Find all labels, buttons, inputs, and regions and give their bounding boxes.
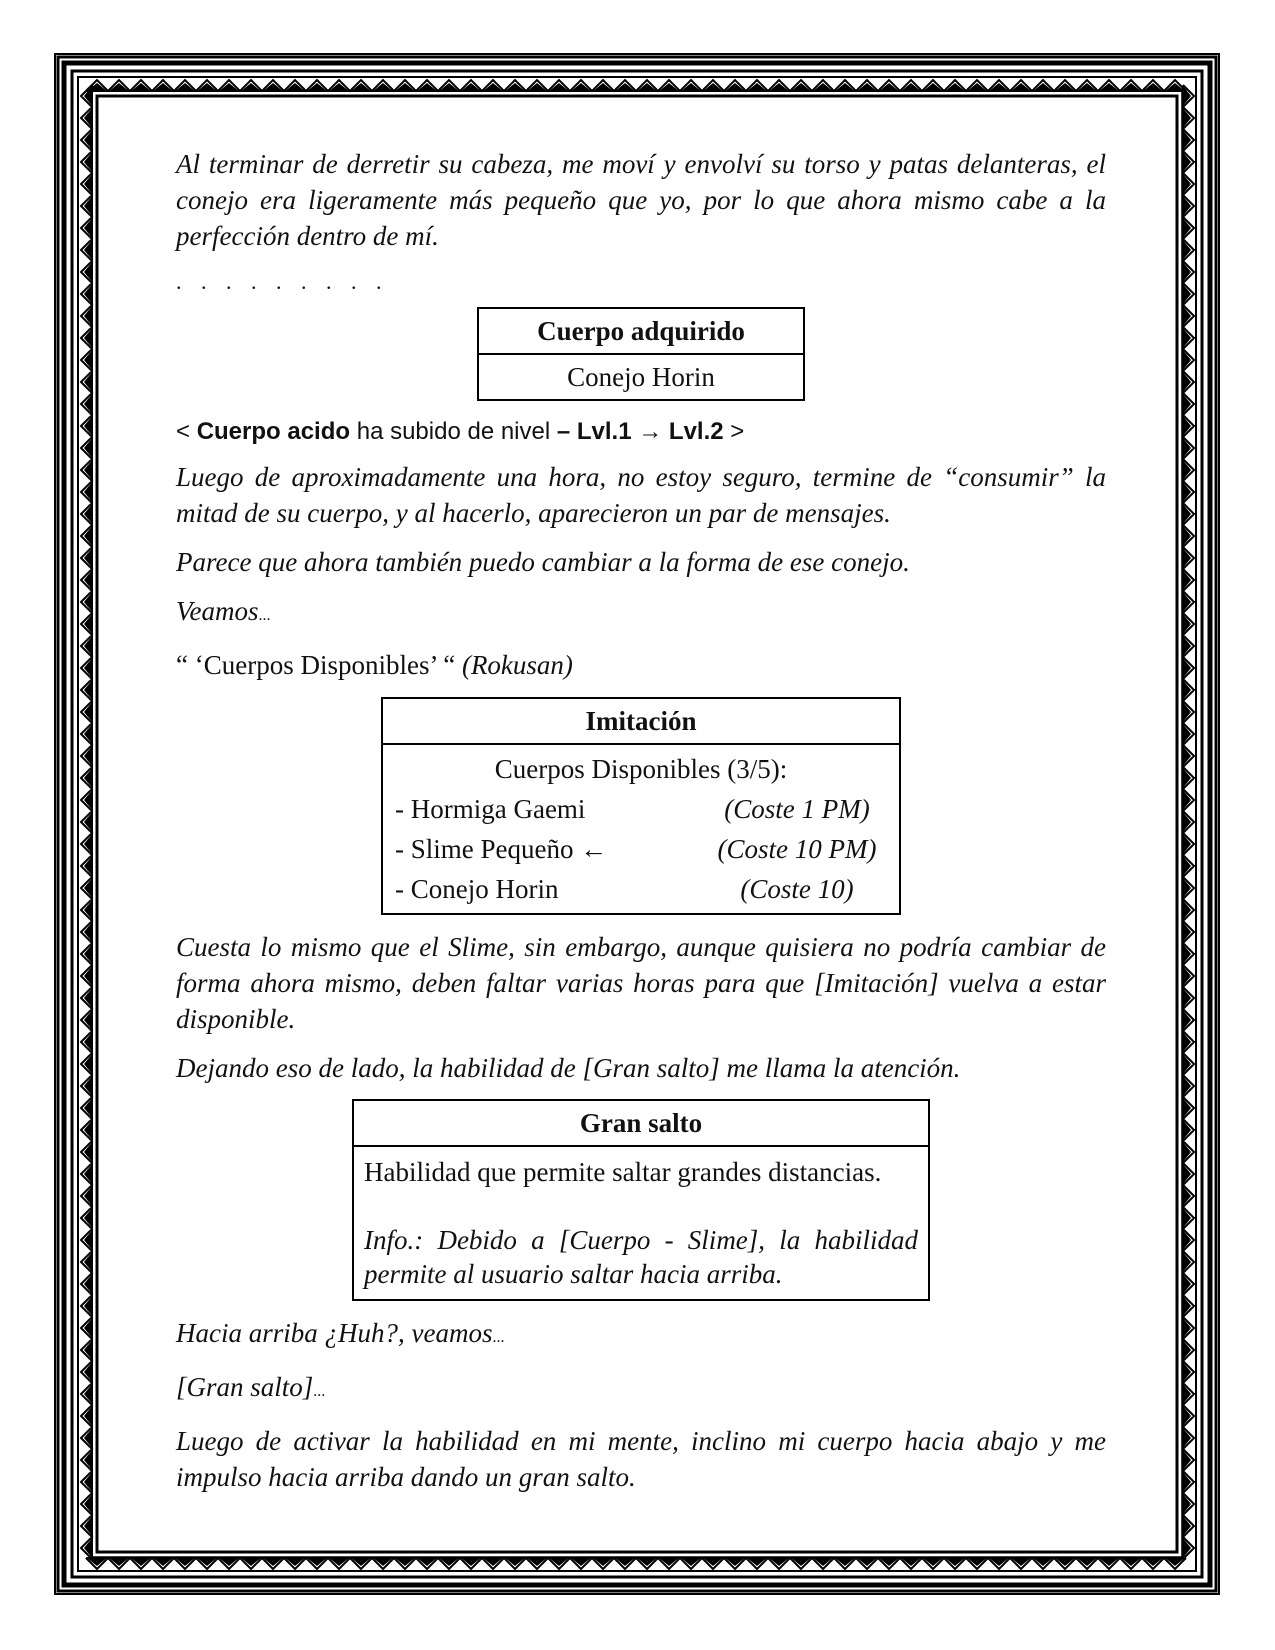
ellipsis: ... [313,1383,326,1400]
level-text: ha subido de nivel [350,418,557,445]
paragraph: Al terminar de derretir su cabeza, me moví y envolví su torso y patas delanteras, el conejo era ligeramente más pequeño que yo, por lo que ahora mismo cabe a la perfección dentro de mí. [176,149,1106,251]
list-item [395,869,887,909]
bracket-open: < [176,418,197,445]
imitation-box [381,697,901,915]
spacer [364,1189,918,1223]
skill-name: Cuerpo acido [196,418,351,445]
paragraph-text: Veamos [176,596,259,626]
spoken-command [176,647,1106,683]
list-item [395,829,887,869]
paragraph: Parece que ahora también puedo cambiar a la forma de ese conejo. [176,547,910,577]
body-cost: (Coste 1 PM) [724,794,870,824]
level-change: – Lvl.1 → Lvl.2 [556,418,724,445]
box-value: Conejo Horin [567,362,715,392]
paragraph-text: [Gran salto] [176,1372,314,1402]
box-body [383,745,899,913]
page-content [176,146,1106,1508]
paragraph: Cuesta lo mismo que el Slime, sin embargo, aunque quisiera no podría cambiar de forma ahora mismo, deben faltar varias horas para que [Imitación] vuelva a estar disponible. [176,932,1106,1034]
body-name: - Hormiga Gaemi [395,794,586,824]
ellipsis: ... [492,1329,505,1346]
level-up-message [176,415,1106,449]
quote-text: “ ‘Cuerpos Disponibles’ “ [176,650,462,680]
speaker-name: (Rokusan) [461,650,573,680]
paragraph [176,593,1106,634]
scene-break-dots: . . . . . . . . . [176,269,389,294]
skill-info: Info.: Debido a [Cuerpo - Slime], la habilidad permite al usuario saltar hacia arriba. [364,1225,918,1289]
paragraph [176,1315,1106,1356]
paragraph: Luego de activar la habilidad en mi mente, inclino mi cuerpo hacia abajo y me impulso hacia arriba dando un gran salto. [176,1426,1106,1492]
box-title: Imitación [383,699,899,745]
box-title: Cuerpo adquirido [479,309,803,355]
box-body [354,1147,928,1299]
paragraph [176,1369,1106,1410]
box-title: Gran salto [354,1101,928,1147]
bracket-close: > [723,418,745,445]
paragraph: Luego de aproximadamente una hora, no estoy seguro, termine de “consumir” la mitad de su cuerpo, y al hacerlo, aparecieron un par de mensajes. [176,462,1106,528]
body-name: - Slime Pequeño ← [395,834,608,864]
paragraph: Dejando eso de lado, la habilidad de [Gran salto] me llama la atención. [176,1053,961,1083]
acquired-body-box [477,307,805,401]
box-subtitle: Cuerpos Disponibles (3/5): [494,754,788,784]
body-cost: (Coste 10 PM) [717,834,877,864]
skill-description: Habilidad que permite saltar grandes distancias. [364,1157,882,1187]
paragraph-text: Hacia arriba ¿Huh?, veamos [176,1318,493,1348]
list-item [395,789,887,829]
ellipsis: ... [258,607,271,624]
body-name: - Conejo Horin [395,874,559,904]
great-jump-box [352,1099,930,1301]
body-cost: (Coste 10) [740,874,854,904]
